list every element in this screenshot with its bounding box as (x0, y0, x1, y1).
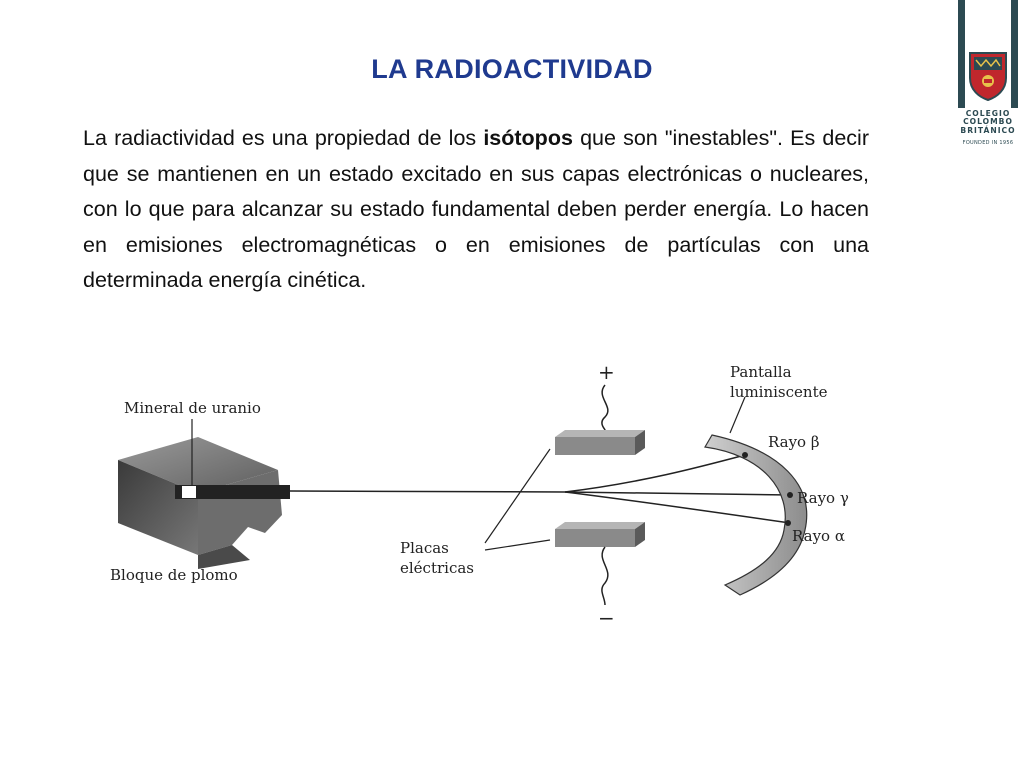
slide-title: LA RADIOACTIVIDAD (371, 54, 653, 84)
alpha-impact (785, 520, 791, 526)
label-bloque: Bloque de plomo (110, 566, 238, 584)
alpha-ray (565, 492, 790, 523)
label-mineral: Mineral de uranio (124, 399, 261, 417)
logo-line-2: COLOMBO (963, 117, 1013, 127)
radiation-beam (290, 491, 565, 492)
logo-line-3: BRITÁNICO (960, 125, 1016, 135)
negative-wire (602, 547, 608, 605)
body-paragraph (83, 121, 869, 299)
plates-pointer-bottom (485, 540, 550, 550)
gamma-ray (565, 492, 790, 495)
luminescent-screen (705, 435, 807, 595)
label-pantalla-1: Pantalla (730, 363, 792, 381)
negative-plate (555, 522, 645, 547)
label-rayo-alpha: Rayo α (792, 527, 845, 545)
paragraph-bold-term: isótopos (483, 126, 573, 150)
radioactivity-diagram (100, 355, 885, 645)
beta-ray (565, 455, 745, 492)
school-logo (958, 0, 1018, 160)
label-pantalla-2: luminiscente (730, 383, 828, 401)
minus-sign: − (598, 606, 615, 630)
paragraph-text-end: que son "inestables". Es decir que se mantienen en un estado excitado en sus capas electrónicas o nucleares, con lo que para alcanzar su estado fundamental deben perder energía. Lo hacen en emisiones electromagnéticas o en emisiones de partículas con una determinada energía cinética. (83, 126, 869, 292)
paragraph-text-start: La radiactividad es una propiedad de los (83, 126, 484, 150)
label-rayo-gamma: Rayo γ (797, 489, 849, 507)
crest-icon (967, 50, 1009, 102)
label-rayo-beta: Rayo β (768, 433, 820, 451)
label-placas-1: Placas (400, 539, 449, 557)
plates-pointer-top (485, 449, 550, 543)
gamma-impact (787, 492, 793, 498)
plus-sign: + (598, 360, 615, 384)
beta-impact (742, 452, 748, 458)
logo-line-1: COLEGIO (965, 109, 1011, 118)
label-placas-2: eléctricas (400, 559, 474, 577)
logo-founded: FOUNDED IN 1956 (962, 140, 1014, 146)
positive-plate (555, 430, 645, 455)
uranium-sample (182, 486, 196, 498)
positive-wire (602, 385, 608, 430)
logo-name (958, 110, 1018, 135)
lead-block (118, 437, 290, 569)
screen-pointer (730, 397, 745, 433)
